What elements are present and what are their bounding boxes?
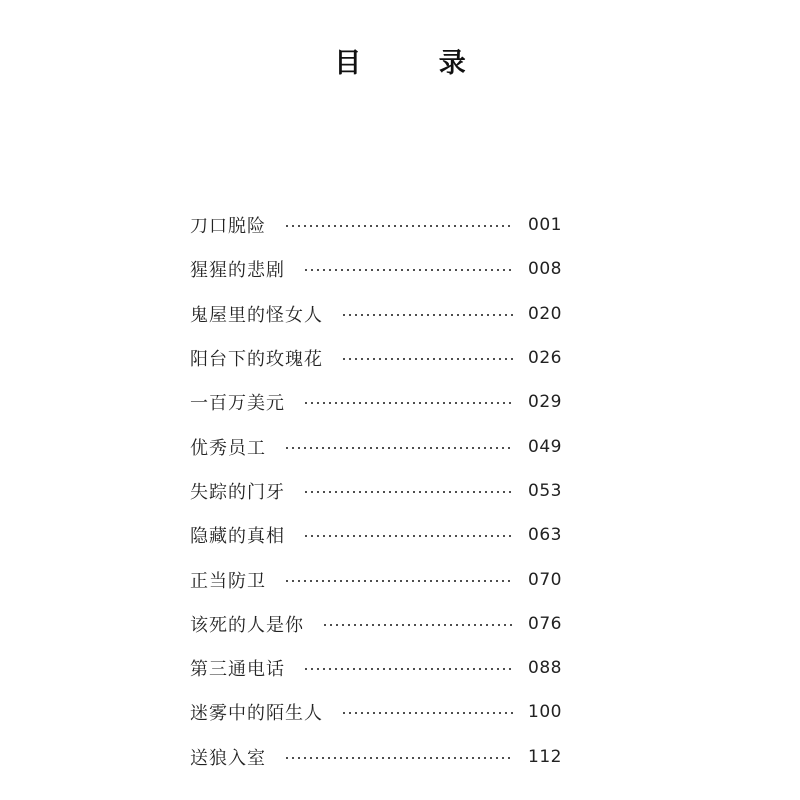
toc-entry-page-number: 029 — [528, 392, 562, 413]
toc-entry[interactable] — [190, 336, 562, 380]
dot-leader — [284, 757, 514, 759]
toc-list — [190, 203, 562, 779]
toc-entry-title: 隐藏的真相 — [190, 526, 285, 548]
dot-leader — [284, 225, 514, 227]
toc-entry-title: 优秀员工 — [190, 437, 266, 459]
toc-entry-title: 刀口脱险 — [190, 216, 266, 238]
toc-entry-page-number: 008 — [528, 259, 562, 280]
toc-entry-title: 一百万美元 — [190, 393, 285, 415]
toc-entry-page-number: 063 — [528, 525, 562, 546]
toc-entry-title: 该死的人是你 — [190, 614, 304, 636]
toc-entry-title: 猩猩的悲剧 — [190, 260, 285, 282]
dot-leader — [322, 624, 514, 626]
toc-entry-title: 正当防卫 — [190, 570, 266, 592]
dot-leader — [303, 402, 514, 404]
toc-entry-page-number: 026 — [528, 348, 562, 369]
toc-entry-page-number: 100 — [528, 702, 562, 723]
page-title: 目 录 — [334, 48, 500, 79]
toc-entry-title: 失踪的门牙 — [190, 481, 285, 503]
toc-entry-title: 迷雾中的陌生人 — [190, 703, 323, 725]
dot-leader — [303, 535, 514, 537]
dot-leader — [341, 712, 514, 714]
toc-entry-title: 鬼屋里的怪女人 — [190, 304, 323, 326]
toc-entry[interactable] — [190, 424, 562, 468]
dot-leader — [341, 314, 514, 316]
toc-entry[interactable] — [190, 469, 562, 513]
toc-entry-page-number: 020 — [528, 303, 562, 324]
toc-entry[interactable] — [190, 735, 562, 779]
toc-entry-title: 第三通电话 — [190, 659, 285, 681]
toc-entry[interactable] — [190, 690, 562, 734]
dot-leader — [303, 668, 514, 670]
dot-leader — [303, 491, 514, 493]
toc-entry[interactable] — [190, 203, 562, 247]
toc-entry-page-number: 001 — [528, 215, 562, 236]
toc-entry-page-number: 049 — [528, 436, 562, 457]
toc-entry[interactable] — [190, 292, 562, 336]
toc-entry-title: 阳台下的玫瑰花 — [190, 349, 323, 371]
toc-entry[interactable] — [190, 247, 562, 291]
toc-entry-page-number: 112 — [528, 746, 562, 767]
dot-leader — [284, 447, 514, 449]
toc-entry[interactable] — [190, 513, 562, 557]
toc-entry-page-number: 088 — [528, 658, 562, 679]
toc-entry[interactable] — [190, 646, 562, 690]
toc-entry-page-number: 070 — [528, 569, 562, 590]
toc-entry[interactable] — [190, 557, 562, 601]
dot-leader — [341, 358, 514, 360]
toc-entry-title: 送狼入室 — [190, 747, 266, 769]
toc-entry[interactable] — [190, 602, 562, 646]
toc-entry[interactable] — [190, 380, 562, 424]
dot-leader — [284, 580, 514, 582]
toc-entry-page-number: 076 — [528, 613, 562, 634]
toc-entry-page-number: 053 — [528, 480, 562, 501]
dot-leader — [303, 269, 514, 271]
